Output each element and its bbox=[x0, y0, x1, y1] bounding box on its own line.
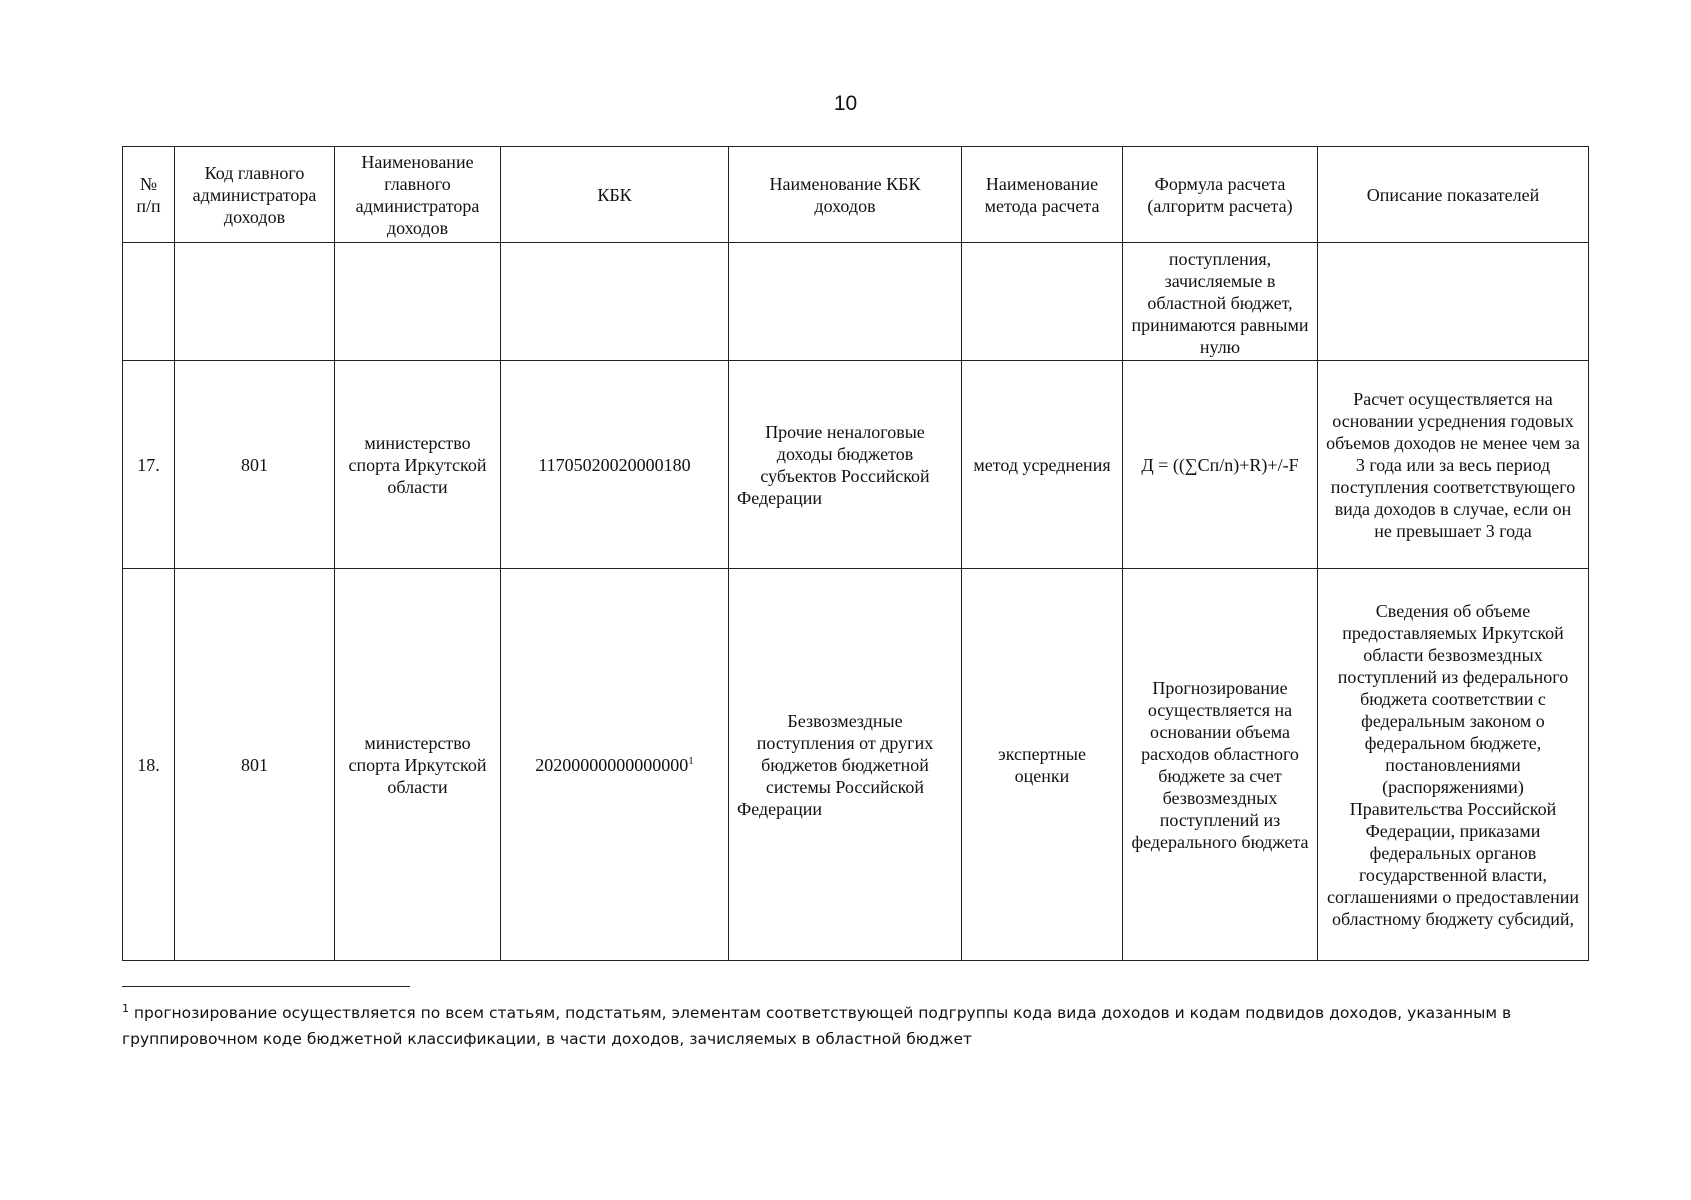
cell-method: метод усреднения bbox=[962, 361, 1123, 569]
header-row-number: № п/п bbox=[123, 147, 175, 243]
cell-kbk bbox=[501, 569, 729, 961]
cell-empty bbox=[335, 243, 501, 361]
table-row-17 bbox=[123, 361, 1589, 569]
cell-formula: поступления, зачисляемые в областной бюджет, принимаются равными нулю bbox=[1123, 243, 1318, 361]
revenue-forecast-table bbox=[122, 146, 1589, 961]
cell-row-number: 17. bbox=[123, 361, 175, 569]
cell-kbk-name: Прочие неналоговые доходы бюджетов субъектов Российской Федерации bbox=[729, 361, 962, 569]
cell-empty bbox=[729, 243, 962, 361]
footnote bbox=[122, 1000, 1592, 1052]
cell-formula: Прогнозирование осуществляется на основании объема расходов областного бюджете за счет безвозмездных поступлений из федерального бюджета bbox=[1123, 569, 1318, 961]
table-row-18 bbox=[123, 569, 1589, 961]
header-admin-name: Наименование главного администратора доходов bbox=[335, 147, 501, 243]
header-admin-code: Код главного администратора доходов bbox=[175, 147, 335, 243]
footnote-separator bbox=[122, 986, 410, 987]
cell-admin-code: 801 bbox=[175, 569, 335, 961]
cell-description: Сведения об объеме предоставляемых Иркутской области безвозмездных поступлений из федерального бюджета соответствии с федеральным законом о федеральном бюджете, постановлениями (распоряжениями) Правительства Российской Федерации, приказами федеральных органов государственной власти, соглашениями о предоставлении областному бюджету субсидий, bbox=[1318, 569, 1589, 961]
table-row-continuation bbox=[123, 243, 1589, 361]
cell-admin-name: министерство спорта Иркутской области bbox=[335, 361, 501, 569]
header-description: Описание показателей bbox=[1318, 147, 1589, 243]
table-header-row bbox=[123, 147, 1589, 243]
header-kbk-name: Наименование КБК доходов bbox=[729, 147, 962, 243]
cell-kbk-name: Безвозмездные поступления от других бюджетов бюджетной системы Российской Федерации bbox=[729, 569, 962, 961]
footnote-mark: 1 bbox=[122, 1001, 129, 1015]
cell-description: Расчет осуществляется на основании усреднения годовых объемов доходов не менее чем за 3 года или за весь период поступления соответствующего вида доходов в случае, если он не превышает 3 года bbox=[1318, 361, 1589, 569]
footnote-reference: 1 bbox=[688, 754, 694, 767]
cell-formula: Д = ((∑Сп/n)+R)+/-F bbox=[1123, 361, 1318, 569]
cell-admin-code: 801 bbox=[175, 361, 335, 569]
cell-empty bbox=[175, 243, 335, 361]
header-kbk: КБК bbox=[501, 147, 729, 243]
header-formula: Формула расчета (алгоритм расчета) bbox=[1123, 147, 1318, 243]
page-number: 10 bbox=[833, 92, 858, 115]
cell-empty bbox=[962, 243, 1123, 361]
cell-empty bbox=[501, 243, 729, 361]
kbk-code: 20200000000000000 bbox=[535, 754, 689, 775]
cell-admin-name: министерство спорта Иркутской области bbox=[335, 569, 501, 961]
cell-kbk: 11705020020000180 bbox=[501, 361, 729, 569]
cell-method: экспертные оценки bbox=[962, 569, 1123, 961]
header-method-name: Наименование метода расчета bbox=[962, 147, 1123, 243]
footnote-text: прогнозирование осуществляется по всем статьям, подстатьям, элементам соответствующей подгруппы кода вида доходов и кодам подвидов доходов, указанным в группировочном коде бюджетной классификации, в части доходов, зачисляемых в областной бюджет bbox=[122, 1004, 1512, 1048]
cell-empty bbox=[1318, 243, 1589, 361]
cell-empty bbox=[123, 243, 175, 361]
cell-row-number: 18. bbox=[123, 569, 175, 961]
